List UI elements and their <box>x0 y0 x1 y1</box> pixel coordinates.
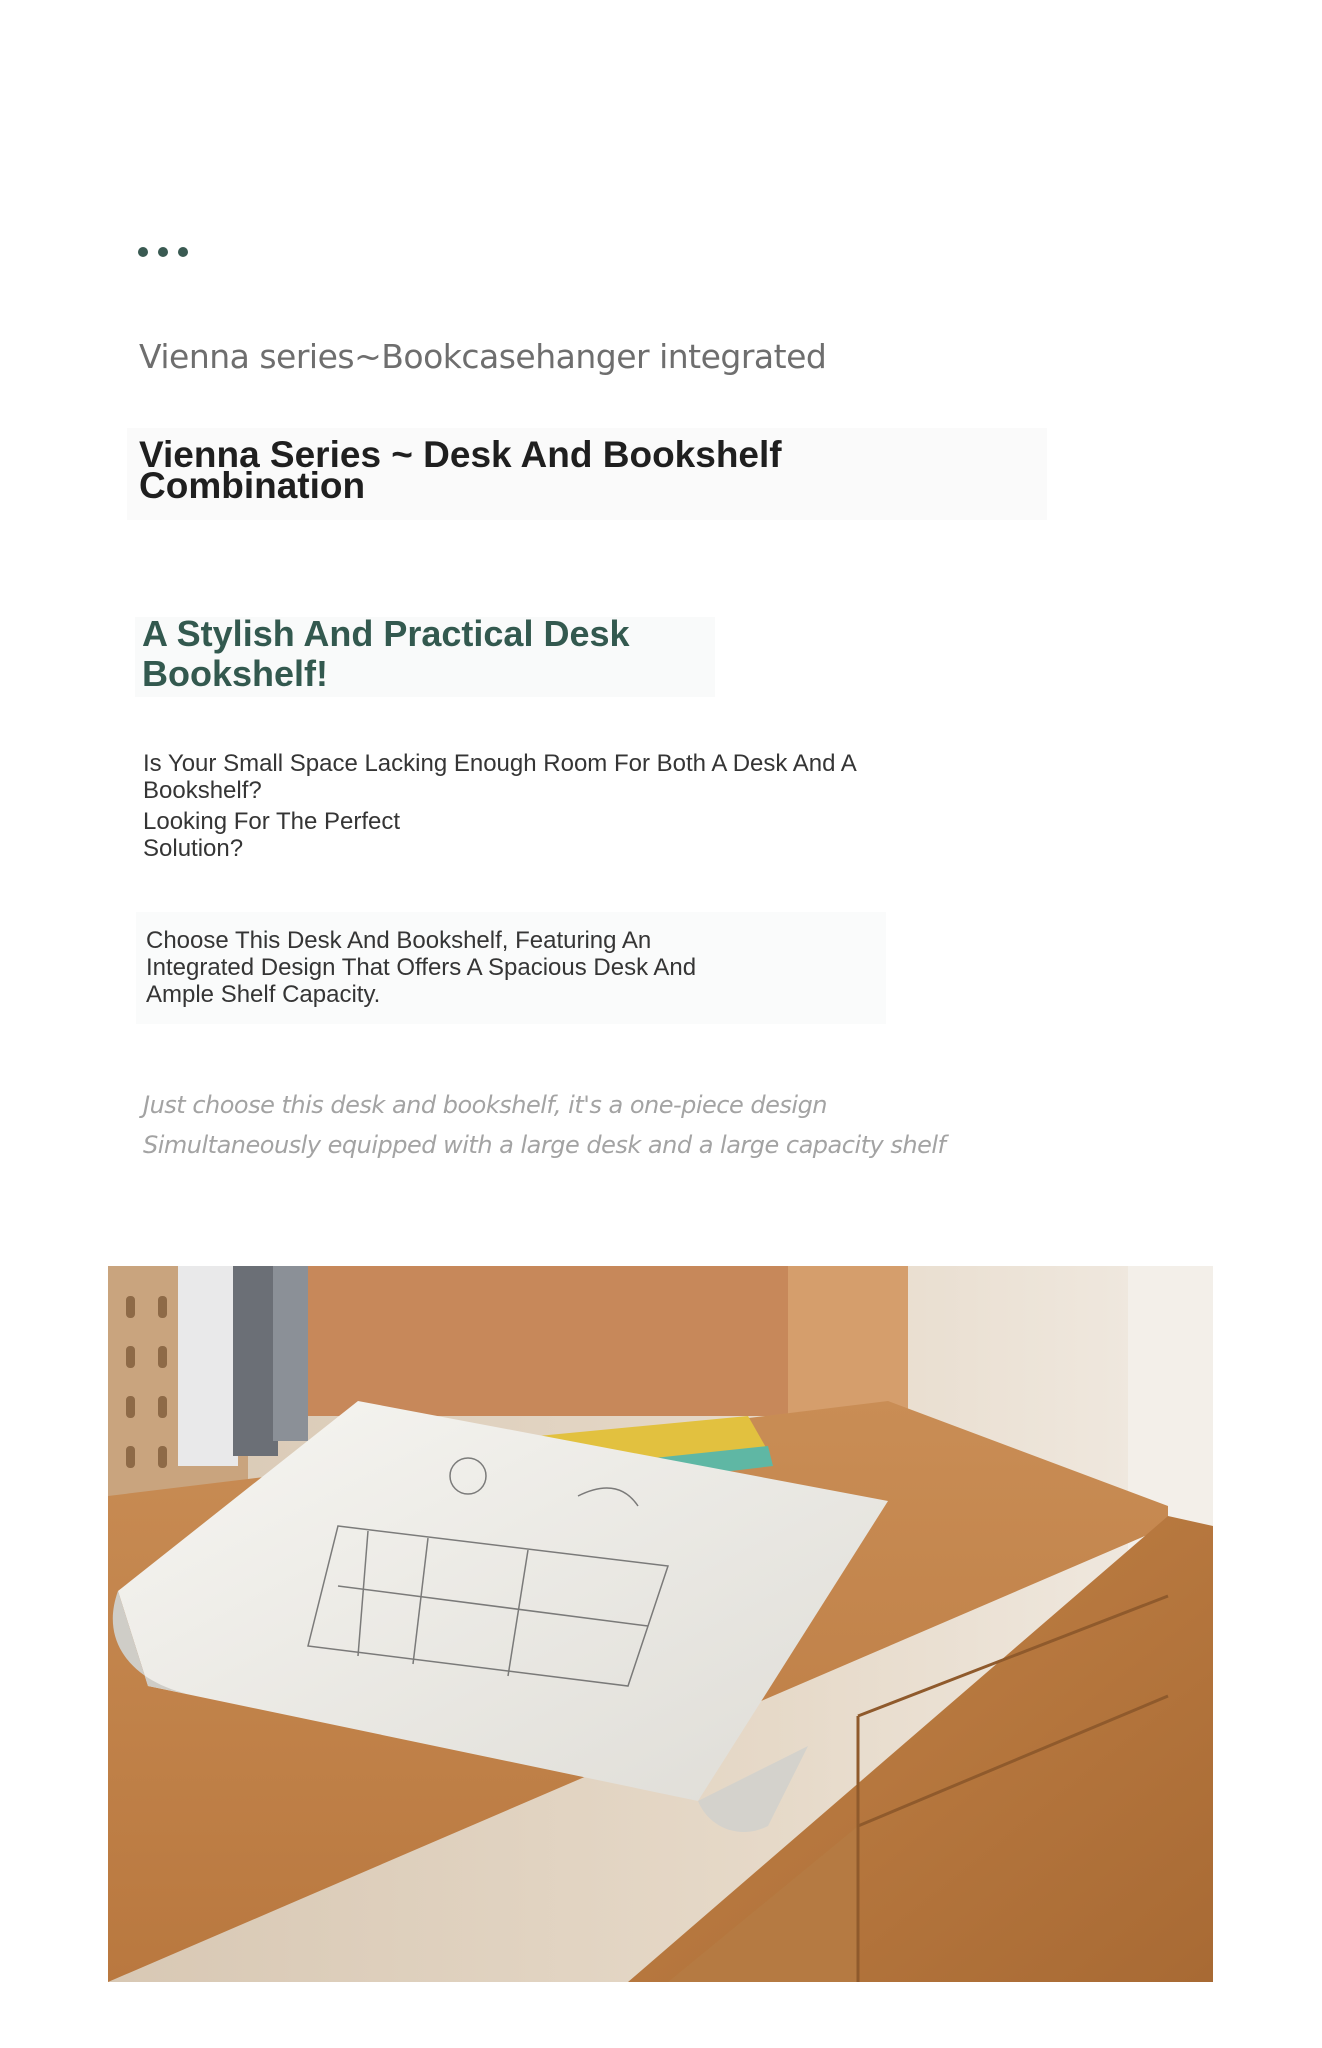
ellipsis-icon <box>138 247 188 257</box>
italic-caption-2: Simultaneously equipped with a large desk and a large capacity shelf <box>143 1131 946 1159</box>
dot <box>158 247 168 257</box>
dot <box>138 247 148 257</box>
dot <box>178 247 188 257</box>
description-text: Choose This Desk And Bookshelf, Featuring An Integrated Design That Offers A Spacious Desk And Ample Shelf Capacity. <box>146 927 697 1008</box>
page-title: Vienna Series ~ Desk And Bookshelf Combination <box>139 434 782 506</box>
question-text-2: Looking For The Perfect Solution? <box>143 808 401 862</box>
italic-caption-1: Just choose this desk and bookshelf, it's a one-piece design <box>143 1091 828 1119</box>
desk-product-photo <box>108 1266 1213 1982</box>
question-text-1: Is Your Small Space Lacking Enough Room For Both A Desk And A Bookshelf? <box>143 750 856 804</box>
tagline-heading: A Stylish And Practical Desk Bookshelf! <box>142 613 630 694</box>
english-subtitle: Vienna series~Bookcasehanger integrated <box>139 337 827 376</box>
